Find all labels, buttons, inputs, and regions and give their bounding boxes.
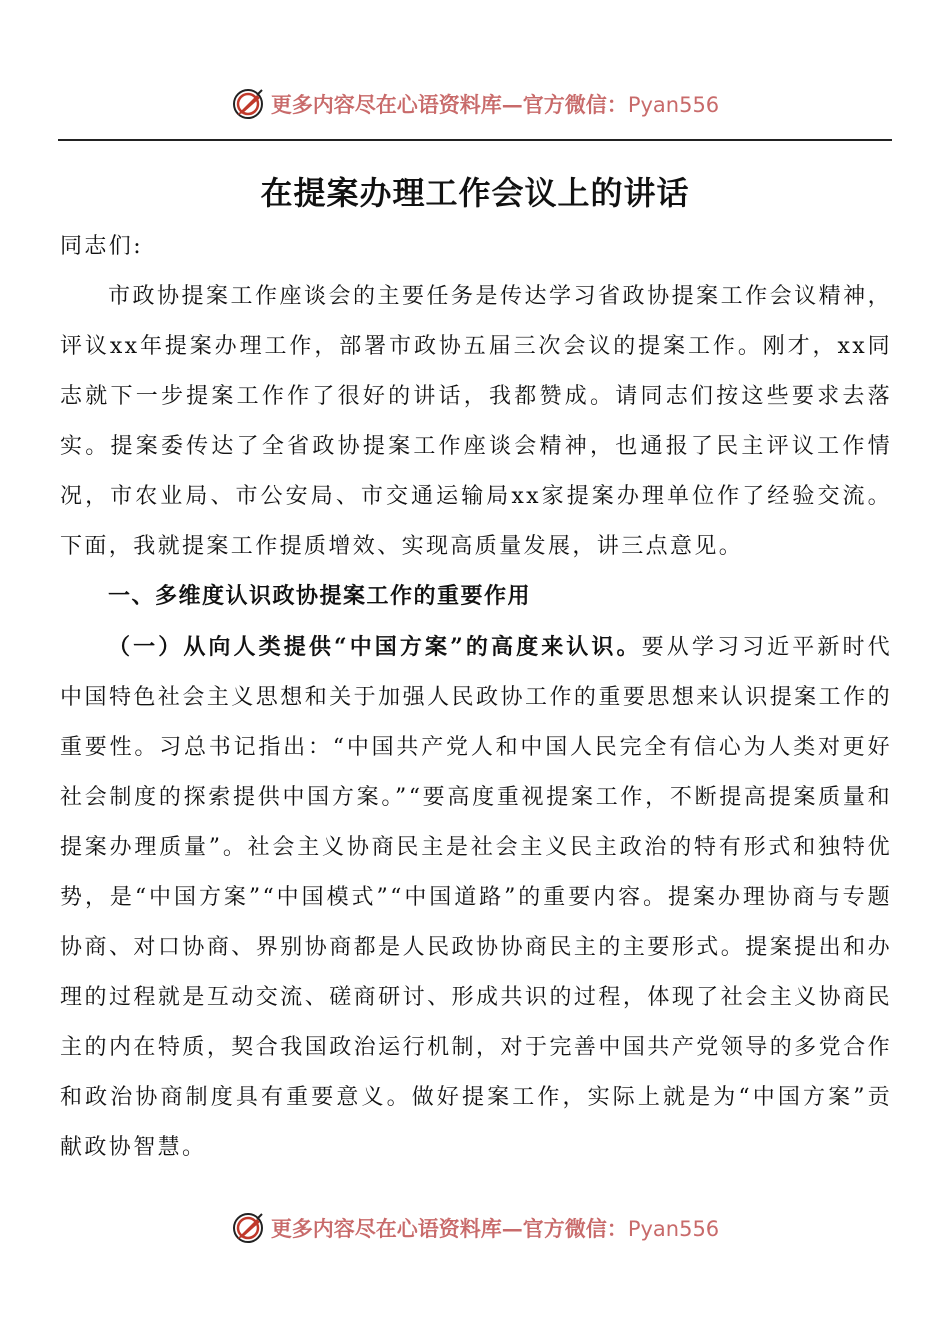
- header-divider: [58, 139, 892, 141]
- document-body: [60, 222, 892, 1173]
- paragraph-section-1-1: [60, 622, 892, 1173]
- banner-text: 更多内容尽在心语资料库—官方微信：Pyan556: [270, 92, 720, 117]
- paragraph-intro: 市政协提案工作座谈会的主要任务是传达学习省政协提案工作会议精神，评议xx年提案办理工作，部署市政协五届三次会议的提案工作。刚才，xx同志就下一步提案工作作了很好的讲话，我都赞成。请同志们按这些要求去落实。提案委传达了全省政协提案工作座谈会精神，也通报了民主评议工作情况，市农业局、市公安局、市交通运输局xx家提案办理单位作了经验交流。下面，我就提案工作提质增效、实现高质量发展，讲三点意见。: [60, 284, 892, 559]
- subsection-lead: （一）从向人类提供“中国方案”的高度来认识。: [108, 634, 642, 660]
- salutation: 同志们:: [60, 234, 144, 259]
- header-banner: [0, 84, 950, 124]
- banner-text: 更多内容尽在心语资料库—官方微信：Pyan556: [270, 1216, 720, 1241]
- document-title: 在提案办理工作会议上的讲话: [260, 174, 690, 212]
- quill-logo-icon: [231, 1211, 265, 1245]
- quill-logo-icon: [231, 87, 265, 121]
- banner-wechat-id: Pyan556: [627, 1217, 720, 1241]
- footer-banner: [0, 1208, 950, 1248]
- section-heading-1: 一、多维度认识政协提案工作的重要作用: [108, 584, 532, 609]
- subsection-body: 要从学习习近平新时代中国特色社会主义思想和关于加强人民政协工作的重要思想来认识提案工作的重要性。习总书记指出：“中国共产党人和中国人民完全有信心为人类对更好社会制度的探索提供中国方案。”“要高度重视提案工作，不断提高提案质量和提案办理质量”。社会主义协商民主是社会主义民主政治的特有形式和独特优势，是“中国方案”“中国模式”“中国道路”的重要内容。提案办理协商与专题协商、对口协商、界别协商都是人民政协协商民主的主要形式。提案提出和办理的过程就是互动交流、磋商研讨、形成共识的过程，体现了社会主义协商民主的内在特质，契合我国政治运行机制，对于完善中国共产党领导的多党合作和政治协商制度具有重要意义。做好提案工作，实际上就是为“中国方案”贡献政协智慧。: [60, 635, 892, 1160]
- banner-wechat-id: Pyan556: [627, 93, 720, 117]
